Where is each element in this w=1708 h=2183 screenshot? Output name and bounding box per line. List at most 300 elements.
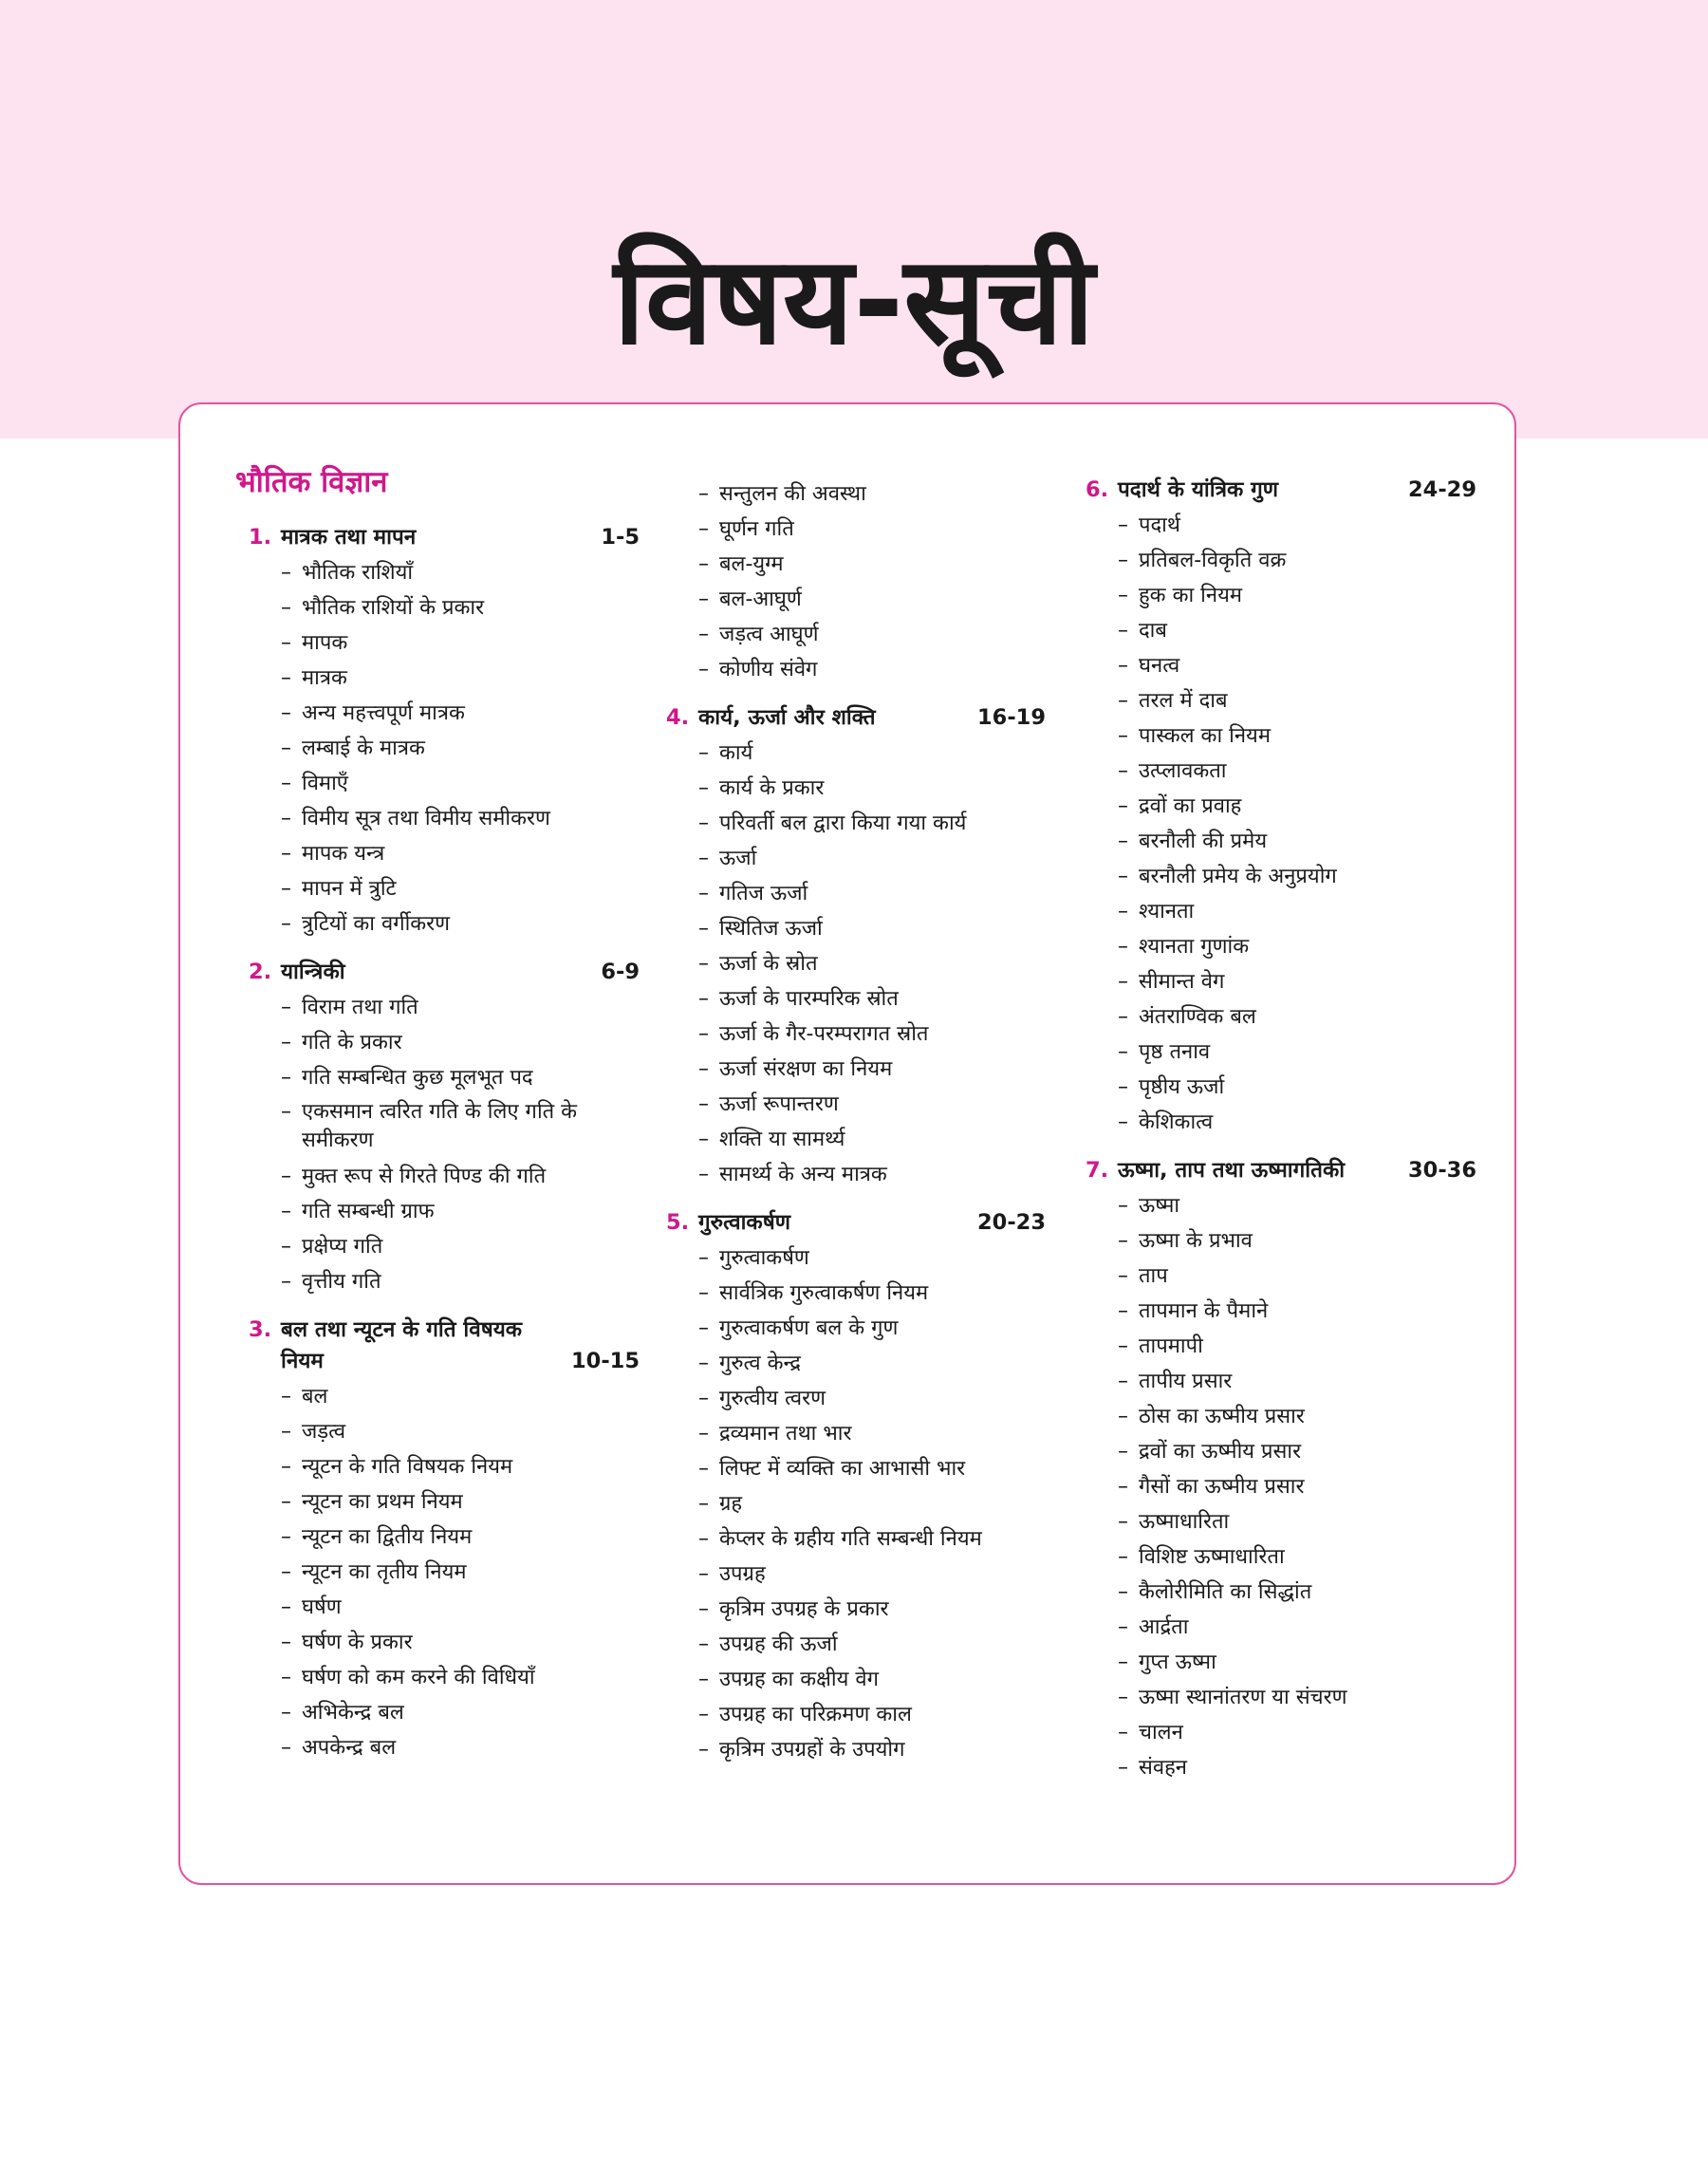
topic-item[interactable]: [698, 736, 1046, 771]
topic-item[interactable]: [698, 1017, 1046, 1052]
topic-dash: –: [698, 1633, 709, 1656]
topic-item[interactable]: [281, 766, 640, 801]
chapter-entry[interactable]: [235, 522, 640, 942]
topic-item[interactable]: [698, 617, 1046, 652]
topic-text: विमाएँ: [302, 772, 348, 795]
topic-item[interactable]: [698, 1732, 1046, 1767]
topic-dash: –: [1118, 900, 1128, 924]
topic-item[interactable]: [1118, 1035, 1476, 1070]
topic-dash: –: [698, 1057, 709, 1081]
topic-item[interactable]: [698, 582, 1046, 617]
topic-text: उत्प्लावकता: [1139, 759, 1227, 783]
topic-item[interactable]: [1118, 964, 1476, 999]
topic-item[interactable]: [1118, 1364, 1476, 1399]
topic-item[interactable]: [698, 1486, 1046, 1521]
topic-dash: –: [1118, 1334, 1128, 1358]
topic-item[interactable]: [1118, 648, 1476, 683]
topic-dash: –: [698, 1246, 709, 1270]
topic-item[interactable]: [1118, 1469, 1476, 1504]
topic-text: ऊर्जा के पारम्परिक स्रोत: [719, 987, 899, 1011]
topic-dash: –: [1118, 1756, 1128, 1780]
chapter-number: 1.: [249, 525, 272, 550]
topic-text: मुक्त रूप से गिरते पिण्ड की गति: [302, 1165, 547, 1188]
topic-item[interactable]: [281, 625, 640, 661]
topic-dash: –: [281, 1235, 291, 1259]
topic-text: ऊर्जा संरक्षण का नियम: [719, 1057, 893, 1081]
topic-text: घर्षण के प्रकार: [302, 1631, 413, 1654]
topic-dash: –: [281, 1385, 291, 1409]
chapter-number: 6.: [1086, 477, 1109, 502]
topic-item[interactable]: [1118, 824, 1476, 859]
topic-dash: –: [1118, 1194, 1128, 1218]
topic-item[interactable]: [281, 906, 640, 942]
topic-item[interactable]: [281, 1159, 640, 1194]
topic-text: पृष्ठीय ऊर्जा: [1139, 1075, 1225, 1099]
topic-dash: –: [698, 882, 709, 905]
topic-text: एकसमान त्वरित गति के लिए गति के समीकरण: [302, 1100, 578, 1152]
topic-text: मापक यन्त्र: [302, 842, 385, 866]
topic-dash: –: [1118, 584, 1128, 607]
topic-dash: –: [698, 1492, 709, 1516]
topic-item[interactable]: [1118, 683, 1476, 718]
chapter-heading[interactable]: [666, 702, 1046, 734]
topic-text: त्रुटियों का वर्गीकरण: [302, 912, 451, 936]
topic-dash: –: [281, 1631, 291, 1654]
topic-item[interactable]: [281, 661, 640, 696]
topic-text: जड़त्व: [302, 1420, 346, 1444]
topic-item[interactable]: [1118, 1399, 1476, 1434]
chapter-entry[interactable]: [1086, 1155, 1476, 1785]
topic-text: हुक का नियम: [1139, 584, 1242, 607]
topic-item[interactable]: [281, 731, 640, 766]
topic-text: विमीय सूत्र तथा विमीय समीकरण: [302, 807, 550, 830]
topic-item[interactable]: [1118, 578, 1476, 613]
topic-item[interactable]: [281, 1695, 640, 1730]
topic-item[interactable]: [698, 1052, 1046, 1087]
topic-text: ऊष्मा स्थानांतरण या संचरण: [1139, 1686, 1347, 1709]
topic-dash: –: [1118, 1405, 1128, 1428]
topic-dash: –: [698, 1738, 709, 1762]
topic-item[interactable]: [698, 1241, 1046, 1276]
topic-dash: –: [698, 776, 709, 800]
topic-text: भौतिक राशियाँ: [302, 561, 414, 585]
topic-dash: –: [1118, 1040, 1128, 1064]
topic-item[interactable]: [1118, 789, 1476, 824]
topic-dash: –: [698, 1387, 709, 1410]
topic-item[interactable]: [1118, 543, 1476, 578]
topic-text: गुरुत्व केन्द्र: [719, 1352, 801, 1375]
topic-item[interactable]: [281, 1449, 640, 1484]
topic-item[interactable]: [281, 1730, 640, 1765]
topic-dash: –: [281, 1490, 291, 1514]
topic-item[interactable]: [698, 1087, 1046, 1122]
topic-item[interactable]: [1118, 1259, 1476, 1294]
topic-dash: –: [698, 1422, 709, 1446]
topic-text: श्यानता: [1139, 900, 1195, 924]
topic-item[interactable]: [698, 1416, 1046, 1451]
topic-dash: –: [698, 1281, 709, 1305]
topic-dash: –: [1118, 724, 1128, 748]
topic-item[interactable]: [698, 946, 1046, 981]
topic-item[interactable]: [1118, 1329, 1476, 1364]
topic-dash: –: [281, 561, 291, 585]
topic-text: द्रवों का ऊष्मीय प्रसार: [1139, 1440, 1302, 1464]
topic-dash: –: [1118, 759, 1128, 783]
topic-dash: –: [1118, 1580, 1128, 1604]
topic-item[interactable]: [698, 1346, 1046, 1381]
topic-dash: –: [698, 1527, 709, 1551]
topic-text: बल-युग्म: [719, 552, 784, 576]
toc-column-3: [1086, 475, 1476, 1801]
topic-item[interactable]: [698, 512, 1046, 547]
topic-item[interactable]: [698, 1311, 1046, 1346]
chapter-title: बल तथा न्यूटन के गति विषयक नियम: [281, 1317, 523, 1373]
topic-dash: –: [281, 912, 291, 936]
topic-text: विराम तथा गति: [302, 996, 418, 1019]
topic-item[interactable]: [281, 1060, 640, 1095]
topic-text: द्रव्यमान तथा भार: [719, 1422, 852, 1446]
topic-dash: –: [281, 666, 291, 690]
topic-text: ताप: [1139, 1264, 1168, 1288]
topic-item[interactable]: [698, 1662, 1046, 1697]
topic-dash: –: [1118, 830, 1128, 853]
topic-text: ऊष्मा: [1139, 1194, 1180, 1218]
topic-text: वृत्तीय गति: [302, 1270, 381, 1294]
topic-item[interactable]: [281, 1414, 640, 1449]
chapter-number: 5.: [666, 1210, 690, 1235]
topic-dash: –: [281, 737, 291, 760]
topic-item[interactable]: [281, 555, 640, 590]
topic-text: कृत्रिम उपग्रहों के उपयोग: [719, 1738, 905, 1762]
topic-item[interactable]: [281, 1625, 640, 1660]
topic-dash: –: [698, 1022, 709, 1046]
topic-text: ऊष्माधारिता: [1139, 1510, 1230, 1534]
topic-text: अंतराण्विक बल: [1139, 1005, 1256, 1029]
topic-item[interactable]: [1118, 1645, 1476, 1680]
chapter-title: कार्य, ऊर्जा और शक्ति: [698, 705, 876, 730]
topic-text: बरनौली प्रमेय के अनुप्रयोग: [1139, 865, 1337, 888]
topic-item[interactable]: [698, 771, 1046, 806]
topic-item[interactable]: [1118, 929, 1476, 964]
topic-dash: –: [1118, 865, 1128, 888]
topic-dash: –: [281, 1165, 291, 1188]
topic-dash: –: [698, 1562, 709, 1586]
topic-dash: –: [698, 482, 709, 506]
topic-text: परिवर्ती बल द्वारा किया गया कार्य: [719, 812, 967, 835]
topic-text: कोणीय संवेग: [719, 658, 818, 681]
topic-item[interactable]: [281, 1484, 640, 1520]
topic-dash: –: [698, 847, 709, 870]
topic-dash: –: [281, 1455, 291, 1479]
topic-text: गैसों का ऊष्मीय प्रसार: [1139, 1475, 1305, 1499]
topic-text: न्यूटन का प्रथम नियम: [302, 1490, 463, 1514]
topic-dash: –: [1118, 513, 1128, 537]
topic-item[interactable]: [281, 871, 640, 906]
topic-item[interactable]: [281, 801, 640, 836]
topic-item[interactable]: [1118, 1188, 1476, 1223]
topic-dash: –: [281, 596, 291, 620]
topic-item[interactable]: [281, 1264, 640, 1299]
topic-item[interactable]: [281, 1555, 640, 1590]
topic-item[interactable]: [1118, 1680, 1476, 1715]
topic-dash: –: [281, 1525, 291, 1549]
topic-text: ऊर्जा: [719, 847, 757, 870]
topic-dash: –: [1118, 970, 1128, 994]
chapter-pages: 16-19: [977, 705, 1046, 730]
topic-text: जड़त्व आघूर्ण: [719, 623, 819, 646]
topic-dash: –: [1118, 1686, 1128, 1709]
toc-column-1: [235, 463, 640, 1781]
topic-text: न्यूटन का द्वितीय नियम: [302, 1525, 473, 1549]
topic-dash: –: [281, 807, 291, 830]
topic-dash: –: [698, 1163, 709, 1186]
topic-text: उपग्रह की ऊर्जा: [719, 1633, 838, 1656]
topic-item[interactable]: [698, 981, 1046, 1017]
topic-text: कैलोरीमिति का सिद्धांत: [1139, 1580, 1312, 1604]
topic-text: गुप्त ऊष्मा: [1139, 1651, 1216, 1674]
topic-text: ग्रह: [719, 1492, 743, 1516]
topic-dash: –: [1118, 1721, 1128, 1745]
topic-item[interactable]: [698, 1521, 1046, 1557]
topic-dash: –: [698, 1352, 709, 1375]
chapter-heading[interactable]: [1086, 1155, 1476, 1186]
topic-item[interactable]: [281, 696, 640, 731]
topic-text: अपकेन्द्र बल: [302, 1736, 397, 1760]
topic-text: लम्बाई के मात्रक: [302, 737, 425, 760]
topic-item[interactable]: [1118, 1539, 1476, 1575]
topic-text: गति सम्बन्धी ग्राफ: [302, 1200, 435, 1223]
topic-item[interactable]: [1118, 1575, 1476, 1610]
topic-item[interactable]: [698, 806, 1046, 841]
topic-item[interactable]: [698, 1451, 1046, 1486]
topic-item[interactable]: [698, 876, 1046, 911]
topic-item[interactable]: [1118, 859, 1476, 894]
chapter-heading[interactable]: [249, 957, 640, 988]
topic-dash: –: [281, 631, 291, 655]
chapter-entry[interactable]: [235, 957, 640, 1299]
topic-dash: –: [698, 1316, 709, 1340]
topic-text: अन्य महत्त्वपूर्ण मात्रक: [302, 701, 465, 725]
chapter-title: ऊष्मा, ताप तथा ऊष्मागतिकी: [1118, 1158, 1346, 1183]
topic-text: केप्लर के ग्रहीय गति सम्बन्धी नियम: [719, 1527, 982, 1551]
topic-dash: –: [698, 517, 709, 541]
topic-item[interactable]: [698, 1157, 1046, 1192]
topic-text: सन्तुलन की अवस्था: [719, 482, 866, 506]
topic-item[interactable]: [1118, 1294, 1476, 1329]
topic-text: ऊर्जा के गैर-परम्परागत स्रोत: [719, 1022, 929, 1046]
topic-dash: –: [281, 1701, 291, 1725]
topic-item[interactable]: [1118, 1504, 1476, 1539]
topic-item[interactable]: [281, 1660, 640, 1695]
topic-text: गतिज ऊर्जा: [719, 882, 808, 905]
topic-item[interactable]: [1118, 718, 1476, 754]
topic-item[interactable]: [1118, 1715, 1476, 1750]
topic-list: [1086, 1188, 1476, 1785]
topic-list: [1086, 508, 1476, 1140]
topic-item[interactable]: [698, 476, 1046, 512]
topic-text: घनत्व: [1139, 654, 1180, 678]
topic-item[interactable]: [1118, 1750, 1476, 1785]
topic-dash: –: [698, 917, 709, 941]
topic-dash: –: [281, 1666, 291, 1689]
topic-text: सीमान्त वेग: [1139, 970, 1225, 994]
topic-text: तापमापी: [1139, 1334, 1203, 1358]
topic-text: ऊष्मा के प्रभाव: [1139, 1229, 1253, 1253]
topic-item[interactable]: [1118, 754, 1476, 789]
topic-item[interactable]: [1118, 1070, 1476, 1105]
chapter-number: 2.: [249, 960, 272, 984]
topic-item[interactable]: [281, 1025, 640, 1060]
topic-item[interactable]: [281, 1194, 640, 1229]
topic-dash: –: [698, 588, 709, 611]
topic-item[interactable]: [698, 652, 1046, 687]
topic-text: अभिकेन्द्र बल: [302, 1701, 404, 1725]
topic-text: गति सम्बन्धित कुछ मूलभूत पद: [302, 1066, 533, 1090]
topic-item[interactable]: [1118, 508, 1476, 543]
topic-dash: –: [698, 1597, 709, 1621]
topic-dash: –: [698, 1128, 709, 1151]
topic-text: तापीय प्रसार: [1139, 1370, 1233, 1393]
topic-text: ठोस का ऊष्मीय प्रसार: [1139, 1405, 1305, 1428]
topic-dash: –: [281, 701, 291, 725]
topic-text: उपग्रह का परिक्रमण काल: [719, 1703, 912, 1726]
page-title: विषय-सूची: [613, 231, 1095, 372]
topic-text: न्यूटन का तृतीय नियम: [302, 1560, 467, 1584]
chapter-pages: 20-23: [977, 1210, 1046, 1235]
topic-list: [666, 476, 1046, 687]
chapter-heading[interactable]: [249, 522, 640, 553]
topic-dash: –: [1118, 935, 1128, 959]
topic-text: बल: [302, 1385, 328, 1409]
topic-dash: –: [698, 658, 709, 681]
topic-text: श्यानता गुणांक: [1139, 935, 1250, 959]
topic-text: मात्रक: [302, 666, 347, 690]
chapter-heading[interactable]: [666, 1207, 1046, 1239]
chapter-entry[interactable]: [666, 1207, 1046, 1767]
topic-item[interactable]: [1118, 1434, 1476, 1469]
chapter-pages: 24-29: [1408, 477, 1476, 502]
topic-item[interactable]: [1118, 1223, 1476, 1259]
topic-item[interactable]: [698, 1627, 1046, 1662]
topic-dash: –: [1118, 1440, 1128, 1464]
topic-item[interactable]: [1118, 1105, 1476, 1140]
topic-text: उपग्रह का कक्षीय वेग: [719, 1668, 879, 1691]
topic-dash: –: [281, 842, 291, 866]
chapter-entry[interactable]: [1086, 475, 1476, 1140]
topic-item[interactable]: [698, 1122, 1046, 1157]
topic-item[interactable]: [698, 841, 1046, 876]
chapter-title: यान्त्रिकी: [281, 960, 345, 984]
topic-dash: –: [1118, 1615, 1128, 1639]
topic-list: [235, 990, 640, 1299]
topic-item[interactable]: [698, 1557, 1046, 1592]
topic-item[interactable]: [281, 1229, 640, 1264]
topic-dash: –: [698, 1668, 709, 1691]
topic-dash: –: [1118, 1545, 1128, 1569]
topic-item[interactable]: [1118, 613, 1476, 648]
topic-item[interactable]: [698, 911, 1046, 946]
chapter-title: गुरुत्वाकर्षण: [698, 1210, 790, 1235]
topic-item[interactable]: [281, 1379, 640, 1414]
topic-dash: –: [698, 812, 709, 835]
topic-text: मापक: [302, 631, 348, 655]
topic-dash: –: [698, 623, 709, 646]
toc-column-2: [666, 475, 1046, 1782]
topic-text: चालन: [1139, 1721, 1183, 1745]
topic-dash: –: [1118, 1299, 1128, 1323]
topic-dash: –: [281, 1200, 291, 1223]
topic-item[interactable]: [698, 1276, 1046, 1311]
topic-dash: –: [698, 552, 709, 576]
topic-item[interactable]: [281, 1095, 640, 1159]
topic-text: तापमान के पैमाने: [1139, 1299, 1269, 1323]
topic-item[interactable]: [281, 1590, 640, 1625]
topic-text: पृष्ठ तनाव: [1139, 1040, 1211, 1064]
topic-text: उपग्रह: [719, 1562, 766, 1586]
topic-item[interactable]: [698, 547, 1046, 582]
topic-item[interactable]: [1118, 999, 1476, 1035]
chapter-pages: 6-9: [601, 960, 640, 984]
topic-text: प्रतिबल-विकृति वक्र: [1139, 549, 1287, 572]
topic-text: ऊर्जा के स्रोत: [719, 952, 818, 976]
topic-item[interactable]: [698, 1592, 1046, 1627]
topic-dash: –: [281, 1100, 291, 1124]
topic-text: द्रवों का प्रवाह: [1139, 794, 1242, 818]
topic-text: घर्षण: [302, 1595, 342, 1619]
topic-dash: –: [698, 987, 709, 1011]
topic-item[interactable]: [1118, 1610, 1476, 1645]
chapter-pages: 1-5: [601, 525, 640, 550]
topic-dash: –: [281, 1595, 291, 1619]
topic-item[interactable]: [698, 1381, 1046, 1416]
topic-text: घूर्णन गति: [719, 517, 794, 541]
chapter-entry[interactable]: [235, 1315, 640, 1765]
chapter-number: 4.: [666, 705, 690, 730]
topic-text: स्थितिज ऊर्जा: [719, 917, 823, 941]
topic-dash: –: [698, 741, 709, 765]
topic-text: विशिष्ट ऊष्माधारिता: [1139, 1545, 1285, 1569]
topic-list: [235, 1379, 640, 1765]
topic-item[interactable]: [281, 590, 640, 625]
topic-item[interactable]: [1118, 894, 1476, 929]
topic-dash: –: [1118, 549, 1128, 572]
chapter-heading[interactable]: [1086, 475, 1476, 506]
topic-text: शक्ति या सामर्थ्य: [719, 1128, 845, 1151]
chapter-pages: 10-15: [571, 1349, 640, 1373]
chapter-entry[interactable]: [666, 702, 1046, 1192]
chapter-entry[interactable]: [666, 476, 1046, 687]
topic-item[interactable]: [281, 1520, 640, 1555]
topic-text: कृत्रिम उपग्रह के प्रकार: [719, 1597, 889, 1621]
topic-text: पास्कल का नियम: [1139, 724, 1271, 748]
topic-item[interactable]: [281, 836, 640, 871]
topic-item[interactable]: [698, 1697, 1046, 1732]
topic-dash: –: [698, 1092, 709, 1116]
topic-list: [235, 555, 640, 942]
topic-text: गति के प्रकार: [302, 1031, 402, 1054]
chapter-number: 7.: [1086, 1158, 1109, 1183]
section-heading: भौतिक विज्ञान: [235, 465, 388, 499]
chapter-heading[interactable]: [249, 1315, 640, 1377]
topic-text: सार्वत्रिक गुरुत्वाकर्षण नियम: [719, 1281, 929, 1305]
topic-item[interactable]: [281, 990, 640, 1025]
topic-text: तरल में दाब: [1139, 689, 1228, 713]
topic-dash: –: [698, 952, 709, 976]
topic-text: भौतिक राशियों के प्रकार: [302, 596, 485, 620]
topic-dash: –: [281, 1736, 291, 1760]
topic-dash: –: [281, 1270, 291, 1294]
topic-text: दाब: [1139, 619, 1167, 643]
